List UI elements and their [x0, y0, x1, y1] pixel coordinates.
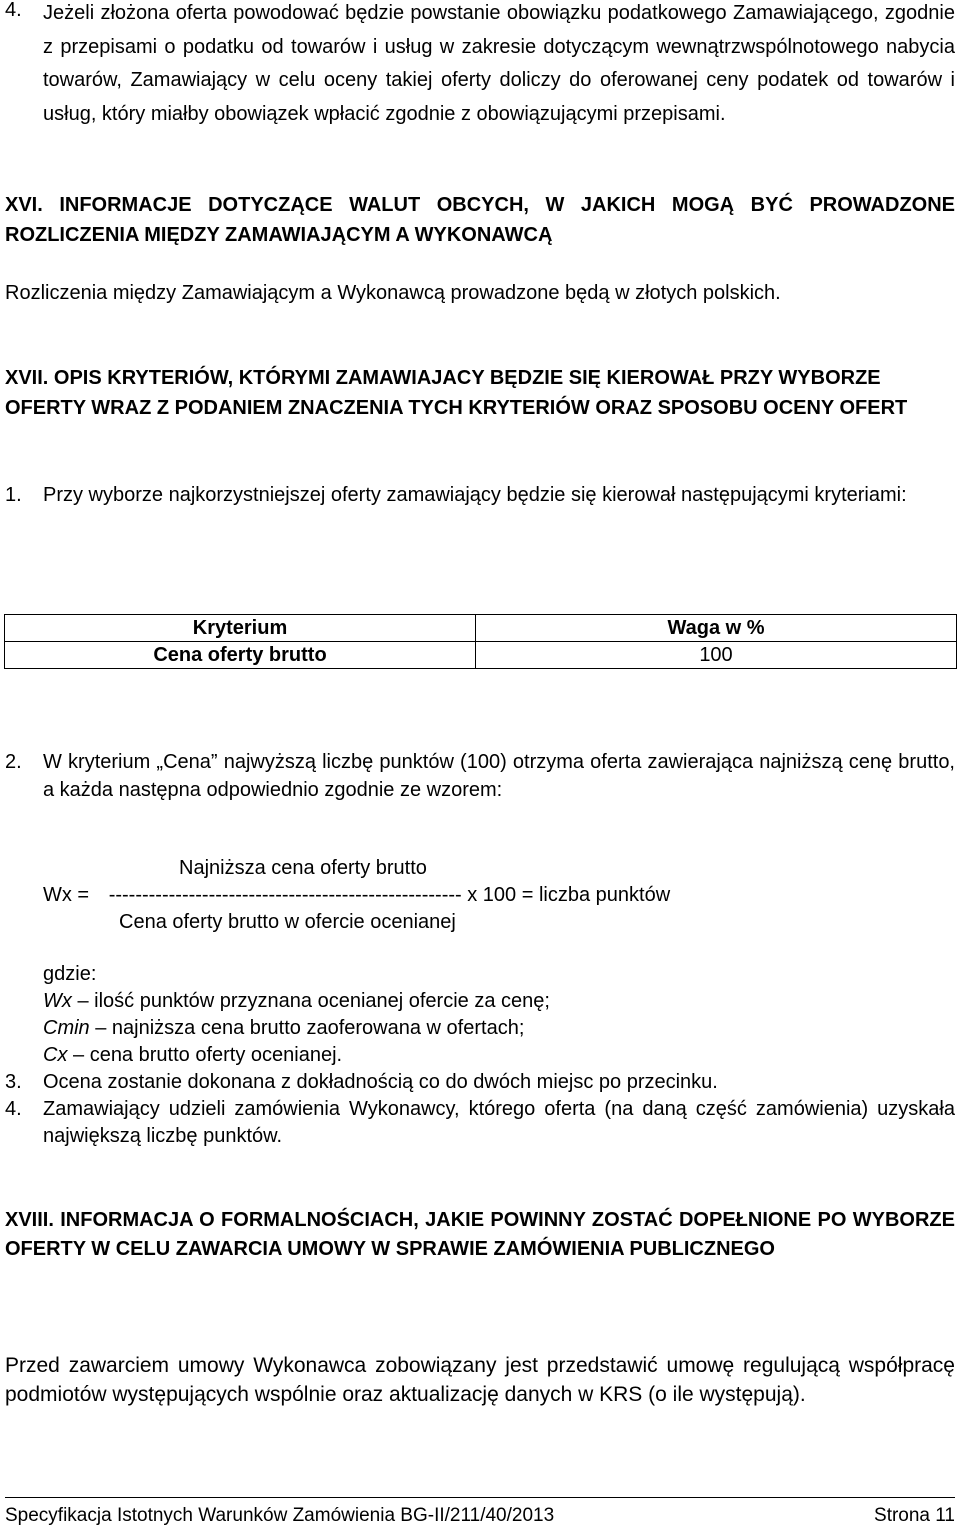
definition-term: Cmin: [43, 1017, 90, 1039]
formula-numerator: Najniższa cena oferty brutto: [179, 857, 427, 879]
page-footer: [5, 1497, 955, 1527]
footer-page-number: Strona 11: [874, 1505, 955, 1526]
definition-item: [43, 1042, 955, 1069]
item-number: 3.: [5, 1071, 22, 1093]
score-formula: [43, 855, 923, 936]
section-heading: XVIII. INFORMACJA O FORMALNOŚCIACH, JAKIE POWINNY ZOSTAĆ DOPEŁNIONE PO WYBORZE OFERTY W CELU ZAWARCIA UMOWY W SPRAWIE ZAMÓWIENIA PUBLICZNEGO: [5, 1209, 955, 1260]
definition-text: – cena brutto oferty ocenianej.: [67, 1044, 343, 1066]
section-body: Przed zawarciem umowy Wykonawca zobowiązany jest przedstawić umowę regulującą współpracę podmiotów występujących wspólnie oraz aktualizację danych w KRS (o ile występują).: [5, 1354, 955, 1406]
item-number: 4.: [5, 1098, 22, 1120]
definitions-block: [43, 961, 955, 1069]
section-xvii-heading-block: [5, 364, 955, 423]
list-item-2: [5, 748, 955, 804]
footer-document-title: Specyfikacja Istotnych Warunków Zamówienia BG-II/211/40/2013: [5, 1505, 555, 1526]
section-xvi-heading-block: [5, 190, 955, 250]
item-number: 1.: [5, 484, 22, 506]
list-item-1: [5, 481, 955, 509]
section-heading: XVI. INFORMACJE DOTYCZĄCE WALUT OBCYCH, W JAKICH MOGĄ BYĆ PROWADZONE ROZLICZENIA MIĘDZY ZAMAWIAJĄCYM A WYKONAWCĄ: [5, 194, 955, 246]
list-item-3: [5, 1069, 955, 1096]
section-body: Rozliczenia między Zamawiającym a Wykonawcą prowadzone będą w złotych polskich.: [5, 282, 781, 304]
table-cell: 100: [476, 642, 957, 669]
item-text: W kryterium „Cena” najwyższą liczbę punktów (100) otrzyma oferta zawierająca najniższą cenę brutto, a każda następna odpowiednio zgodnie ze wzorem:: [43, 751, 955, 801]
item-number: 2.: [5, 751, 22, 773]
definition-item: [43, 1015, 955, 1042]
table-cell: Cena oferty brutto: [5, 642, 476, 669]
table-row: [5, 642, 957, 669]
formula-lhs: Wx =: [43, 884, 90, 906]
table-header-cell: Kryterium: [5, 615, 476, 642]
section-xviii-body-block: [5, 1351, 955, 1409]
definition-item: [43, 988, 955, 1015]
formula-denominator: Cena oferty brutto w ofercie ocenianej: [119, 911, 456, 933]
table-header-cell: Waga w %: [476, 615, 957, 642]
section-xviii-heading-block: [5, 1206, 955, 1264]
definition-term: Wx: [43, 990, 72, 1012]
item-number: 4.: [5, 0, 22, 21]
definition-term: Cx: [43, 1044, 68, 1066]
formula-line: [43, 882, 923, 909]
list-item-4: [5, 1096, 955, 1150]
section-xvi-body-block: [5, 278, 955, 308]
paragraph-item-4-top: [5, 0, 955, 131]
item-text: Zamawiający udzieli zamówienia Wykonawcy, którego oferta (na daną część zamówienia) uzyskała największą liczbę punktów.: [43, 1098, 955, 1147]
where-label: gdzie:: [43, 963, 97, 985]
paragraph-text: Jeżeli złożona oferta powodować będzie powstanie obowiązku podatkowego Zamawiającego, zgodnie z przepisami o podatku od towarów i usług w zakresie dotyczącym wewnątrzwspólnotowego nabycia towarów, Zamawiający w celu oceny takiej oferty doliczy do oferowanej ceny podatek od towarów i usług, który miałby obowiązek wpłacić zgodnie z obowiązującymi przepisami.: [43, 2, 955, 125]
definition-text: – najniższa cena brutto zaoferowana w ofertach;: [89, 1017, 525, 1039]
formula-fraction-line: ----------------------------------------------------- x 100 = liczba punktów: [108, 884, 671, 906]
criteria-table: [4, 614, 957, 669]
item-text: Ocena zostanie dokonana z dokładnością co do dwóch miejsc po przecinku.: [43, 1071, 718, 1093]
table-header-row: [5, 615, 957, 642]
section-heading: XVII. OPIS KRYTERIÓW, KTÓRYMI ZAMAWIAJACY BĘDZIE SIĘ KIEROWAŁ PRZY WYBORZE OFERTY WRAZ Z PODANIEM ZNACZENIA TYCH KRYTERIÓW ORAZ SPOSOBU OCENY OFERT: [5, 367, 908, 419]
definition-text: – ilość punktów przyznana ocenianej ofercie za cenę;: [71, 990, 550, 1012]
item-text: Przy wyborze najkorzystniejszej oferty zamawiający będzie się kierował następującymi kryteriami:: [43, 484, 907, 506]
